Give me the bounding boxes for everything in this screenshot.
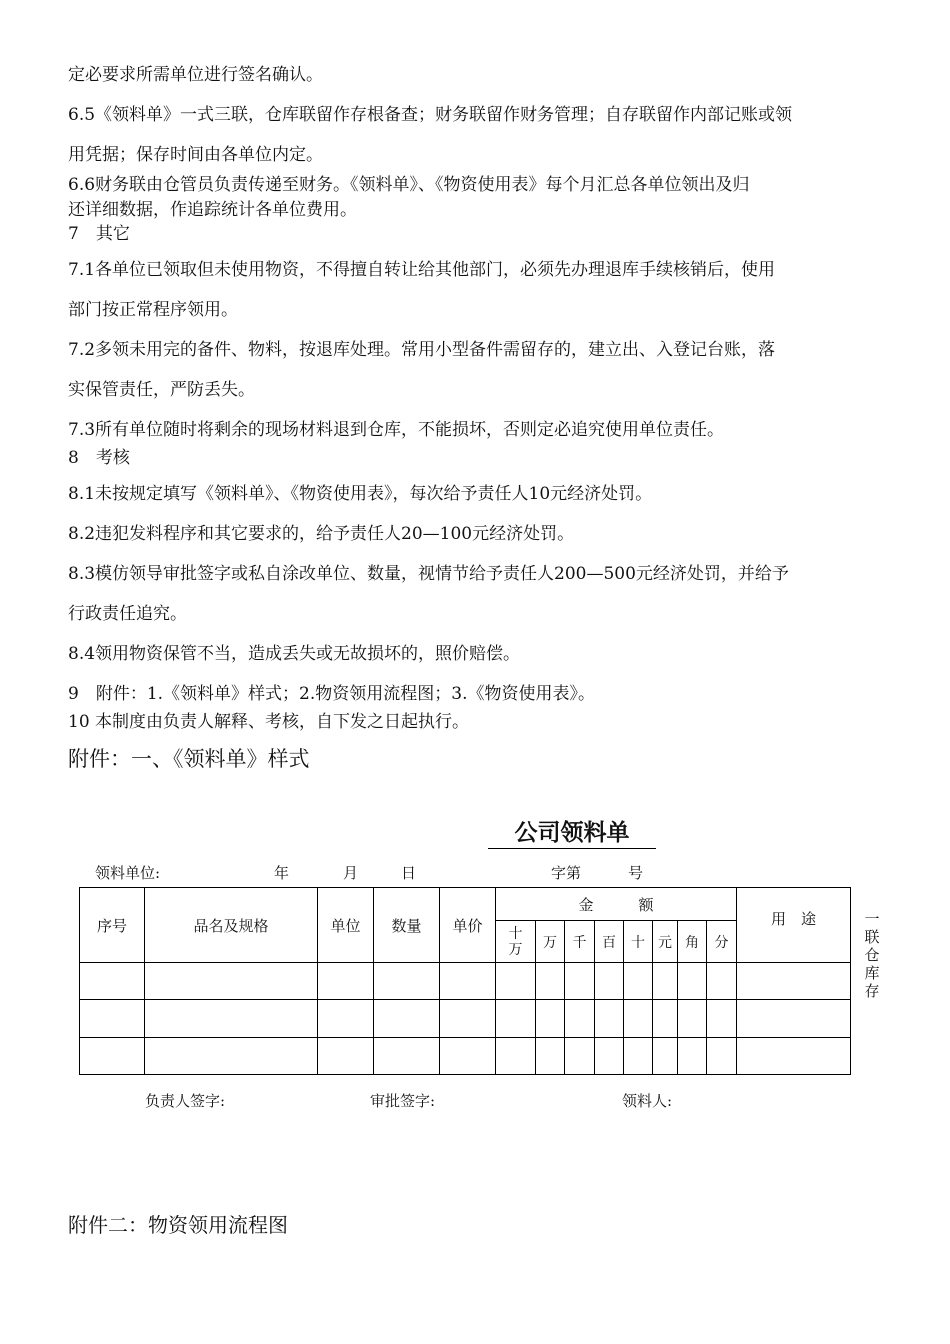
form-unit-label: 领料单位: xyxy=(95,864,161,882)
col-header-unit: 单位 xyxy=(318,888,374,963)
attachment-1-heading: 附件：一、《领料单》样式 xyxy=(68,747,310,771)
form-title: 公司领料单 xyxy=(488,814,656,849)
col-header-price: 单价 xyxy=(440,888,496,963)
cell-purpose[interactable] xyxy=(737,1000,851,1038)
digit-header: 百 xyxy=(595,921,624,963)
cell-unit[interactable] xyxy=(318,1000,374,1038)
cell-price[interactable] xyxy=(440,1038,496,1075)
cell-qty[interactable] xyxy=(374,963,440,1000)
digit-header: 分 xyxy=(707,921,737,963)
cell-name-spec[interactable] xyxy=(145,1000,318,1038)
cell-digit[interactable] xyxy=(624,1038,653,1075)
paragraph-line: 7.1各单位已领取但未使用物资，不得擅自转让给其他部门，必须先办理退库手续核销后，使用 xyxy=(68,260,776,280)
cell-digit[interactable] xyxy=(678,1038,707,1075)
cell-digit[interactable] xyxy=(653,1038,678,1075)
cell-digit[interactable] xyxy=(595,1038,624,1075)
paragraph-line: 10 本制度由负责人解释、考核，自下发之日起执行。 xyxy=(68,712,470,732)
paragraph-line: 6.5《领料单》一式三联，仓库联留作存根备查；财务联留作财务管理；自存联留作内部记账或领 xyxy=(68,105,793,125)
cell-purpose[interactable] xyxy=(737,963,851,1000)
cell-digit[interactable] xyxy=(707,963,737,1000)
paragraph-line: 还详细数据，作追踪统计各单位费用。 xyxy=(68,200,357,220)
paragraph-line: 9 附件：1.《领料单》样式；2.物资领用流程图；3.《物资使用表》。 xyxy=(68,684,595,704)
cell-digit[interactable] xyxy=(565,1038,595,1075)
digit-header: 十 万 xyxy=(496,921,536,963)
cell-name-spec[interactable] xyxy=(145,963,318,1000)
col-header-qty: 数量 xyxy=(374,888,440,963)
cell-digit[interactable] xyxy=(565,1000,595,1038)
cell-digit[interactable] xyxy=(536,963,565,1000)
cell-seq[interactable] xyxy=(80,963,145,1000)
cell-digit[interactable] xyxy=(536,1038,565,1075)
paragraph-line: 8.3模仿领导审批签字或私自涂改单位、数量，视情节给予责任人200—500元经济处罚，并给予 xyxy=(68,564,789,584)
cell-digit[interactable] xyxy=(496,1000,536,1038)
cell-digit[interactable] xyxy=(595,1000,624,1038)
form-month-label: 月 xyxy=(343,864,359,882)
digit-header: 角 xyxy=(678,921,707,963)
signature-manager-label: 负责人签字: xyxy=(145,1092,226,1110)
cell-qty[interactable] xyxy=(374,1000,440,1038)
cell-unit[interactable] xyxy=(318,1038,374,1075)
col-header-seq: 序号 xyxy=(80,888,145,963)
section-heading: 8 考核 xyxy=(68,448,130,468)
paragraph-line: 用凭据；保存时间由各单位内定。 xyxy=(68,145,323,165)
attachment-2-heading: 附件二：物资领用流程图 xyxy=(68,1213,288,1237)
signature-receiver-label: 领料人: xyxy=(622,1092,673,1110)
paragraph-line: 实保管责任，严防丢失。 xyxy=(68,380,255,400)
form-year-label: 年 xyxy=(274,864,290,882)
cell-digit[interactable] xyxy=(678,1000,707,1038)
table-row xyxy=(80,1038,851,1075)
cell-qty[interactable] xyxy=(374,1038,440,1075)
cell-digit[interactable] xyxy=(496,1038,536,1075)
cell-digit[interactable] xyxy=(595,963,624,1000)
cell-digit[interactable] xyxy=(496,963,536,1000)
col-header-purpose: 用 途 xyxy=(737,888,851,963)
cell-digit[interactable] xyxy=(678,963,707,1000)
digit-header: 元 xyxy=(653,921,678,963)
paragraph-line: 部门按正常程序领用。 xyxy=(68,300,238,320)
requisition-form-table xyxy=(79,887,851,1075)
section-heading: 7 其它 xyxy=(68,224,130,244)
cell-unit[interactable] xyxy=(318,963,374,1000)
paragraph-line: 8.2违犯发料程序和其它要求的，给予责任人20—100元经济处罚。 xyxy=(68,524,575,544)
cell-price[interactable] xyxy=(440,963,496,1000)
cell-name-spec[interactable] xyxy=(145,1038,318,1075)
digit-header: 十 xyxy=(624,921,653,963)
paragraph-line: 行政责任追究。 xyxy=(68,604,187,624)
paragraph-line: 7.2多领未用完的备件、物料，按退库处理。常用小型备件需留存的，建立出、入登记台账，落 xyxy=(68,340,776,360)
cell-price[interactable] xyxy=(440,1000,496,1038)
digit-header: 万 xyxy=(536,921,565,963)
cell-digit[interactable] xyxy=(707,1038,737,1075)
copy-side-note: 一 联 仓 库 存 xyxy=(864,910,880,1000)
table-row xyxy=(80,1000,851,1038)
table-row xyxy=(80,963,851,1000)
col-header-name-spec: 品名及规格 xyxy=(145,888,318,963)
col-header-amount: 金 额 xyxy=(496,888,737,921)
signature-approver-label: 审批签字: xyxy=(370,1092,436,1110)
cell-seq[interactable] xyxy=(80,1000,145,1038)
cell-seq[interactable] xyxy=(80,1038,145,1075)
paragraph-line: 6.6财务联由仓管员负责传递至财务。《领料单》、《物资使用表》每个月汇总各单位领出及归 xyxy=(68,175,750,195)
digit-header: 千 xyxy=(565,921,595,963)
paragraph-line: 8.1未按规定填写《领料单》、《物资使用表》，每次给予责任人10元经济处罚。 xyxy=(68,484,653,504)
paragraph-line: 定必要求所需单位进行签名确认。 xyxy=(68,65,323,85)
cell-digit[interactable] xyxy=(565,963,595,1000)
form-hao-label: 号 xyxy=(628,864,644,882)
cell-digit[interactable] xyxy=(653,1000,678,1038)
cell-digit[interactable] xyxy=(624,1000,653,1038)
cell-digit[interactable] xyxy=(653,963,678,1000)
form-day-label: 日 xyxy=(401,864,417,882)
cell-digit[interactable] xyxy=(707,1000,737,1038)
paragraph-line: 7.3所有单位随时将剩余的现场材料退到仓库，不能损坏，否则定必追究使用单位责任。 xyxy=(68,420,725,440)
cell-purpose[interactable] xyxy=(737,1038,851,1075)
form-zidi-label: 字第 xyxy=(551,864,582,882)
cell-digit[interactable] xyxy=(624,963,653,1000)
paragraph-line: 8.4领用物资保管不当，造成丢失或无故损坏的，照价赔偿。 xyxy=(68,644,521,664)
cell-digit[interactable] xyxy=(536,1000,565,1038)
